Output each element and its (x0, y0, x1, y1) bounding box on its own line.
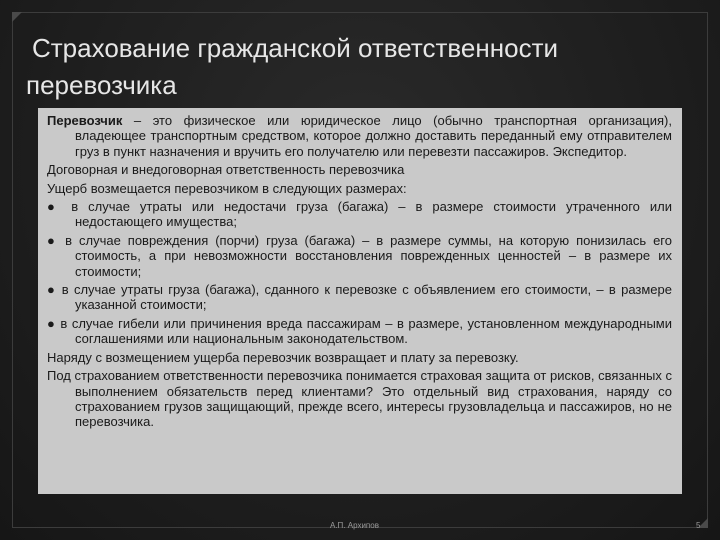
slide-footer (0, 521, 720, 533)
footer-author: А.П. Архипов (330, 521, 379, 530)
content-box (38, 108, 682, 494)
slide-title-line-2: перевозчика (26, 70, 177, 100)
paragraph-insurance-definition: Под страхованием ответственности перевозчика понимается страховая защита от рисков, связанных с выполнением обязательств перед клиентами? Это отдельный вид страхования, наряду со страхованием грузов защищающий, прежде всего, интересы грузовладельца и пассажиров, но не перевозчика. (47, 368, 672, 430)
paragraph-carrier-definition (47, 113, 672, 159)
bullet-icon: ● (47, 282, 57, 298)
bullet-text: в случае повреждения (порчи) груза (багажа) – в размере суммы, на которую понизилась его стоимость, а при невозможности восстановления поврежденных ценностей – в размере их стоимости; (65, 232, 672, 279)
slide-title-line-1: Страхование гражданской ответственности (32, 33, 559, 63)
bullet-icon: ● (47, 232, 59, 248)
bullet-item-damage (47, 233, 672, 279)
bullet-icon: ● (47, 199, 62, 215)
bullet-item-declared-value (47, 282, 672, 313)
bullet-icon: ● (47, 315, 56, 331)
bullet-item-loss (47, 199, 672, 230)
bullet-item-passengers (47, 316, 672, 347)
paragraph-damage-intro: Ущерб возмещается перевозчиком в следующих размерах: (47, 180, 407, 196)
paragraph-fee-return: Наряду с возмещением ущерба перевозчик возвращает и плату за перевозку. (47, 349, 519, 365)
carrier-definition-text: – это физическое или юридическое лицо (обычно транспортная организация), владеющее транспортным средством, которое должно доставить переданный ему отправителем груз в пункт назначения и вручить его получателю или перевезти пассажиров. Экспедитор. (75, 113, 672, 159)
page-number: 5 (696, 521, 701, 530)
slide-title (26, 30, 686, 104)
bullet-text: в случае утраты груза (багажа), сданного к перевозке с объявлением его стоимости, – в размере указанной стоимости; (61, 282, 672, 313)
bullet-text: в случае утраты или недостачи груза (багажа) – в размере стоимости утраченного или недостающего имущества; (71, 199, 672, 230)
term-carrier: Перевозчик (47, 113, 123, 128)
paragraph-liability-types: Договорная и внедоговорная ответственность перевозчика (47, 162, 405, 178)
bullet-text: в случае гибели или причинения вреда пассажирам – в размере, установленном международными соглашениями или национальным законодательством. (60, 315, 672, 347)
frame-corner-top-left (12, 12, 22, 22)
